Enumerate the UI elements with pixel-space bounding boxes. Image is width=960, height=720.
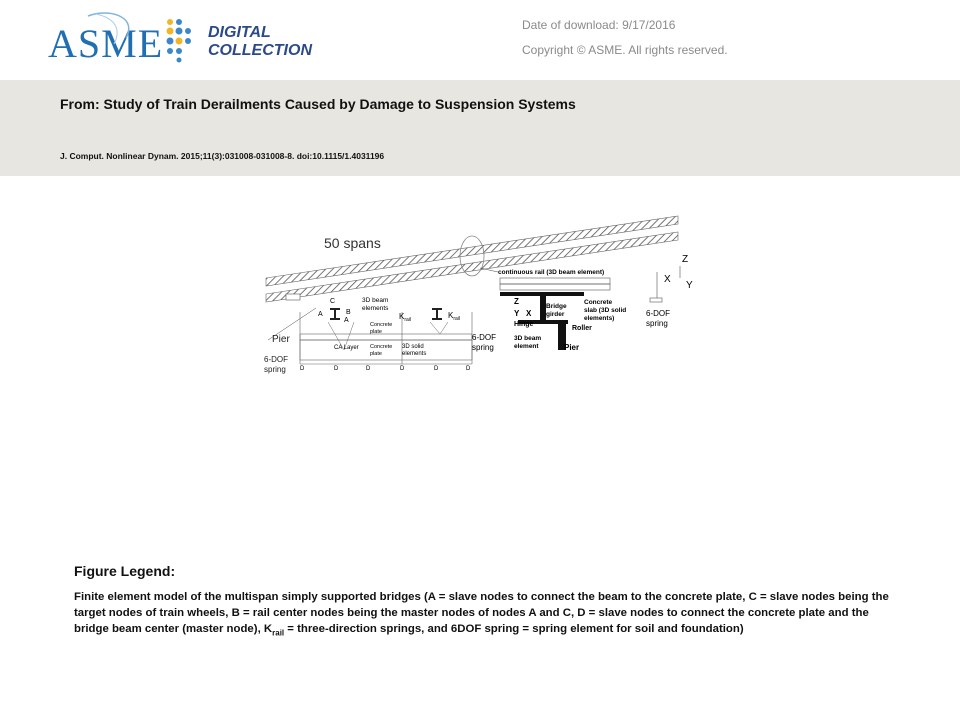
download-info xyxy=(522,18,728,68)
rail-i-section-right xyxy=(432,308,442,320)
svg-text:A: A xyxy=(318,311,323,318)
svg-text:Z: Z xyxy=(514,297,519,306)
svg-text:C: C xyxy=(330,298,336,305)
svg-text:X: X xyxy=(526,309,532,318)
svg-text:Pier: Pier xyxy=(564,343,580,352)
svg-text:A: A xyxy=(344,317,349,324)
asme-digital-collection-logo[interactable] xyxy=(48,10,328,72)
copyright: Copyright © ASME. All rights reserved. xyxy=(522,43,728,57)
svg-text:girder: girder xyxy=(546,311,565,318)
svg-text:slab (3D solid: slab (3D solid xyxy=(584,307,627,314)
svg-text:Concrete: Concrete xyxy=(370,322,393,328)
svg-text:spring: spring xyxy=(264,365,286,374)
svg-text:D: D xyxy=(334,366,339,372)
logo-digital: DIGITAL xyxy=(208,24,271,41)
svg-text:6-DOF: 6-DOF xyxy=(472,333,496,342)
svg-text:Y: Y xyxy=(686,280,693,291)
label-k-rail-left: $K_{rail}$ xyxy=(399,312,412,323)
figure-image xyxy=(262,212,702,382)
svg-text:Bridge: Bridge xyxy=(546,303,567,310)
svg-text:B: B xyxy=(346,309,351,316)
svg-text:elements: elements xyxy=(362,305,389,312)
svg-text:3D beam: 3D beam xyxy=(362,297,389,304)
svg-text:D: D xyxy=(400,366,405,372)
figure-legend-title: Figure Legend: xyxy=(74,563,176,579)
article-citation: J. Comput. Nonlinear Dynam. 2015;11(3):031008-031008-8. doi:10.1115/1.4031196 xyxy=(60,151,385,161)
figure-legend-text: Finite element model of the multispan simply supported bridges (A = slave nodes to connect the beam to the concrete plate, C = slave nodes being the target nodes of train wheels, B = rail center nodes being the master nodes of nodes A and C, D = slave nodes to connect the concrete plate and the bridge beam center (master node), $K_{rail}$ = three-direction springs, and 6DOF spring = spring element for soil and foundation) xyxy=(74,591,889,638)
svg-text:D: D xyxy=(434,366,439,372)
rail-i-section-left xyxy=(330,308,340,320)
slab-section xyxy=(300,312,472,364)
svg-text:6-DOF: 6-DOF xyxy=(646,309,670,318)
rail-tracks xyxy=(266,216,678,302)
article-title: From: Study of Train Derailments Caused by Damage to Suspension Systems xyxy=(60,96,576,112)
label-50-spans: 50 spans xyxy=(324,235,381,251)
detail-section xyxy=(480,268,626,352)
svg-text:continuous rail (3D beam eleme: continuous rail (3D beam element) xyxy=(498,269,605,276)
svg-text:CA Layer: CA Layer xyxy=(334,345,359,351)
svg-text:3D beam: 3D beam xyxy=(514,335,542,342)
svg-text:Concrete: Concrete xyxy=(584,299,613,306)
download-date: Date of download: 9/17/2016 xyxy=(522,18,676,32)
svg-text:spring: spring xyxy=(472,343,494,352)
label-k-rail-right: $K_{rail}$ xyxy=(448,311,461,322)
svg-text:X: X xyxy=(664,274,671,285)
svg-text:Concrete: Concrete xyxy=(370,344,393,350)
svg-text:Z: Z xyxy=(682,254,689,265)
svg-text:D: D xyxy=(300,366,305,372)
label-pier-left: Pier xyxy=(272,334,290,345)
svg-text:plate: plate xyxy=(370,329,382,335)
svg-text:Hinge: Hinge xyxy=(514,321,534,328)
svg-text:D: D xyxy=(366,366,371,372)
dots-icon xyxy=(167,19,192,63)
svg-text:6-DOF: 6-DOF xyxy=(264,355,288,364)
svg-text:plate: plate xyxy=(370,351,382,357)
svg-text:elements: elements xyxy=(402,351,427,357)
svg-text:Y: Y xyxy=(514,309,520,318)
asme-logo-text: ASME xyxy=(48,21,164,66)
svg-text:Roller: Roller xyxy=(572,325,592,332)
article-info-band xyxy=(0,80,960,176)
svg-text:element: element xyxy=(514,343,539,350)
svg-text:elements): elements) xyxy=(584,315,615,322)
logo-collection: COLLECTION xyxy=(208,42,312,59)
svg-text:spring: spring xyxy=(646,319,668,328)
svg-text:D: D xyxy=(466,366,471,372)
svg-text:3D solid: 3D solid xyxy=(402,344,424,350)
